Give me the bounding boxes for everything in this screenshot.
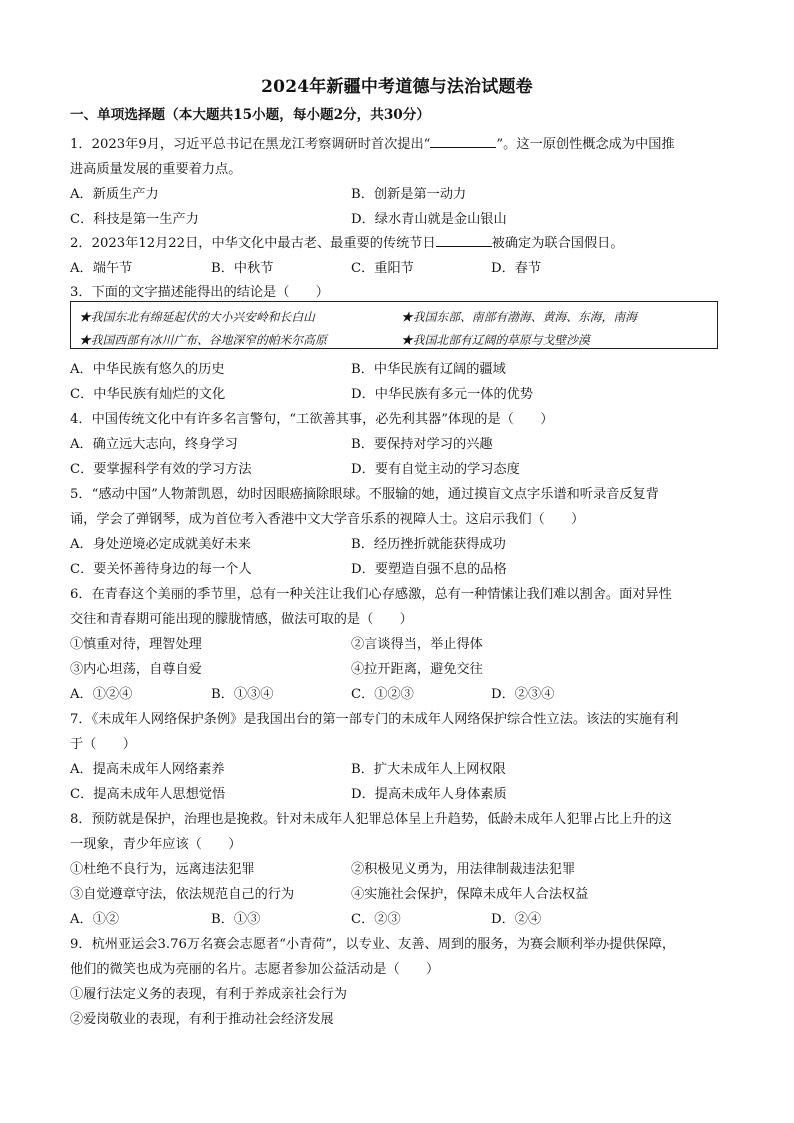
statement-4: ④拉开距离，避免交往 <box>351 662 483 677</box>
material-item: ★我国西部有冰川广布、谷地深窄的帕米尔高原 <box>79 333 327 347</box>
question-8-line-2: 一现象，青少年应该（ ） <box>70 837 242 852</box>
question-9: 9．杭州亚运会3.76万名赛会志愿者“小青荷”，以专业、友善、周到的服务，为赛会顺利举办提供保障， <box>70 937 676 952</box>
material-item: ★我国东北有绵延起伏的大小兴安岭和长白山 <box>79 310 315 324</box>
material-item: ★我国东部、南部有渤海、黄海、东海，南海 <box>401 310 637 324</box>
option-d: D．要塑造自强不息的品格 <box>351 562 507 577</box>
question-3: 3．下面的文字描述能得出的结论是（ ） <box>70 285 329 300</box>
material-box <box>70 301 718 349</box>
statement-2: ②言谈得当，举止得体 <box>351 637 483 652</box>
statement-3: ③自觉遵章守法，依法规范自己的行为 <box>70 887 295 902</box>
option-c: C．①②③ <box>351 687 414 702</box>
question-2 <box>70 232 624 251</box>
option-a: A．①②④ <box>70 687 133 702</box>
statement-1: ①履行法定义务的表现，有利于养成亲社会行为 <box>70 987 347 1002</box>
statement-1: ①杜绝不良行为，远离违法犯罪 <box>70 862 255 877</box>
option-b: B．经历挫折就能获得成功 <box>351 537 506 552</box>
option-c: C．②③ <box>351 912 401 927</box>
option-d: D．中华民族有多元一体的优势 <box>351 387 534 402</box>
question-8: 8．预防就是保护，治理也是挽救。针对未成年人犯罪总体呈上升趋势，低龄未成年人犯罪占比上升的这 <box>70 812 672 827</box>
option-b: B．①③④ <box>211 687 274 702</box>
option-a: A．端午节 <box>70 261 133 276</box>
question-7: 7．《未成年人网络保护条例》是我国出台的第一部专门的未成年人网络保护综合性立法。该法的实施有利 <box>70 712 679 727</box>
material-item: ★我国北部有辽阔的草原与戈壁沙漠 <box>401 333 590 347</box>
option-d: D．②③④ <box>491 687 555 702</box>
option-a: A．新质生产力 <box>70 187 159 202</box>
option-c: C．科技是第一生产力 <box>70 212 199 227</box>
question-7-line-2: 于（ ） <box>70 737 136 752</box>
question-9-line-2: 他们的微笑也成为亮丽的名片。志愿者参加公益活动是（ ） <box>70 962 440 977</box>
question-6: 6．在青春这个美丽的季节里，总有一种关注让我们心存感激，总有一种情愫让我们难以割舍。面对异性 <box>70 587 672 602</box>
statement-3: ③内心坦荡，自尊自爱 <box>70 662 202 677</box>
answer-blank <box>436 234 492 247</box>
option-d: D．春节 <box>491 261 542 276</box>
option-a: A．确立远大志向，终身学习 <box>70 437 238 452</box>
question-4: 4．中国传统文化中有许多名言警句，“工欲善其事，必先利其器”体现的是（ ） <box>70 412 554 427</box>
option-b: B．创新是第一动力 <box>351 187 467 202</box>
option-b: B．①③ <box>211 912 261 927</box>
question-2-text-start: 2．2023年12月22日，中华文化中最古老、最重要的传统节日 <box>70 236 436 251</box>
question-1-text-end: ”。这一原创性概念成为中国推 <box>496 137 675 152</box>
option-b: B．扩大未成年人上网权限 <box>351 762 506 777</box>
option-b: B．要保持对学习的兴趣 <box>351 437 493 452</box>
option-a: A．①② <box>70 912 120 927</box>
question-1-line-2: 进高质量发展的重要着力点。 <box>70 162 242 177</box>
option-c: C．提高未成年人思想觉悟 <box>70 787 226 802</box>
option-b: B．中华民族有辽阔的疆域 <box>351 362 506 377</box>
option-c: C．要关怀善待身边的每一个人 <box>70 562 252 577</box>
statement-2: ②积极见义勇为，用法律制裁违法犯罪 <box>351 862 576 877</box>
question-1-text-start: 1．2023年9月，习近平总书记在黑龙江考察调研时首次提出“ <box>70 137 431 152</box>
statement-2: ②爱岗敬业的表现，有利于推动社会经济发展 <box>70 1012 334 1027</box>
statement-4: ④实施社会保护，保障未成年人合法权益 <box>351 887 589 902</box>
option-d: D．要有自觉主动的学习态度 <box>351 462 520 477</box>
answer-blank <box>430 135 496 148</box>
question-5-line-2: 诵，学会了弹钢琴，成为首位考入香港中文大学音乐系的视障人士。这启示我们（ ） <box>70 512 585 527</box>
option-d: D．提高未成年人身体素质 <box>351 787 507 802</box>
option-a: A．身处逆境必定成就美好未来 <box>70 537 251 552</box>
question-1 <box>70 133 675 152</box>
option-d: D．绿水青山就是金山银山 <box>351 212 507 227</box>
page-title: 2024年新疆中考道德与法治试题卷 <box>261 77 533 97</box>
question-5: 5．“感动中国”人物萧凯恩，幼时因眼癌摘除眼球。不服输的她，通过摸盲文点字乐谱和听录音反复背 <box>70 487 659 502</box>
section-heading: 一、单项选择题（本大题共15小题，每小题2分，共30分） <box>70 107 430 123</box>
option-a: A．中华民族有悠久的历史 <box>70 362 225 377</box>
question-2-text-end: 被确定为联合国假日。 <box>491 236 624 251</box>
option-b: B．中秋节 <box>211 261 274 276</box>
option-a: A．提高未成年人网络素养 <box>70 762 225 777</box>
option-c: C．重阳节 <box>351 261 414 276</box>
option-c: C．要掌握科学有效的学习方法 <box>70 462 252 477</box>
statement-1: ①慎重对待，理智处理 <box>70 637 202 652</box>
question-6-line-2: 交往和青春期可能出现的朦胧情感，做法可取的是（ ） <box>70 612 413 627</box>
option-c: C．中华民族有灿烂的文化 <box>70 387 226 402</box>
option-d: D．②④ <box>491 912 542 927</box>
